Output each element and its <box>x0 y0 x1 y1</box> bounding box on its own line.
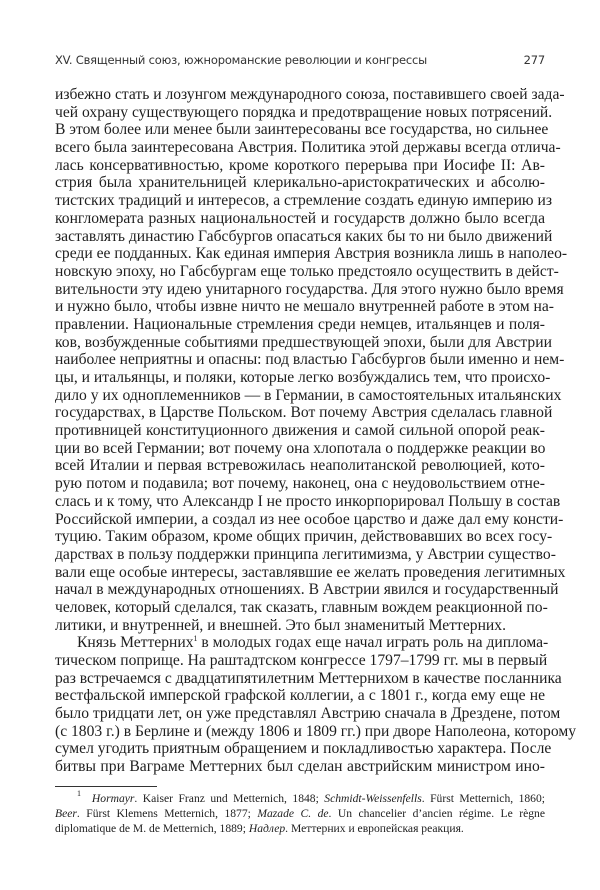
text-line: битвы при Ваграме Меттерних был сделан австрийским министром ино- <box>55 758 545 776</box>
footnote-line <box>55 806 545 821</box>
page-number: 277 <box>523 53 545 67</box>
footnote-number: 1 <box>77 789 81 798</box>
text-line: среди ее подданных. Как единая империя Австрия возникла лишь в наполео- <box>55 245 568 263</box>
text-line: ции во всей Германии; вот почему она хлопотала о поддержке реакции во <box>55 439 546 457</box>
text-line: В этом более или менее были заинтересованы все государства, но сильнее <box>55 121 549 139</box>
text-line: раз встречаемся с двадцатипятилетним Меттернихом в качестве посланника <box>55 669 562 687</box>
text-line: (с 1803 г.) в Берлине и (между 1806 и 1809 гг.) при дворе Наполеона, которому <box>55 722 577 740</box>
footnote-divider <box>55 786 157 787</box>
text-line: литики, и внутренней, и внешней. Это был знаменитый Меттерних. <box>55 616 506 634</box>
footnote-author: Schmidt-Weissenfells <box>324 792 422 805</box>
text-line: цы, и итальянцы, и поляки, которые легко возбуждались тем, что происхо- <box>55 369 551 386</box>
footnote-author: Надлер <box>248 822 286 835</box>
footnote-line <box>55 791 545 806</box>
text-line: начал в международных отношениях. В Австрии явился и государственный <box>55 581 559 599</box>
text-line: сумел угодить приятным обращением и покладливостью характера. После <box>55 740 552 758</box>
text-line: вестфальской имперской графской коллегии, а с 1801 г., когда ему еще не <box>55 687 545 705</box>
text-line: вительности эту идею унитарного государства. Для этого нужно было время <box>55 280 564 298</box>
text-line: дило у их одноплеменников — в Германии, в самостоятельных итальянских <box>55 386 562 404</box>
text-line: государствах, в Царстве Польском. Вот почему Австрия сделалась главной <box>55 404 553 422</box>
text-line: чей охрану существующего порядка и предотвращение новых потрясений. <box>55 103 553 121</box>
text-segment: в молодых годах еще начал играть роль на диплома- <box>197 634 549 652</box>
text-line: дарствах в пользу поддержки принципа легитимизма, у Австрии существо- <box>55 545 556 563</box>
text-line: вали еще особые интересы, заставлявшие ее желать проведения легитимных <box>55 563 566 581</box>
text-line: туцию. Таким образом, кроме общих причин, действовавших во всех госу- <box>55 528 553 546</box>
footnote-text: . Меттерних и европейская реакция. <box>285 822 464 835</box>
footnote-author: Hormayr <box>91 792 135 805</box>
text-line <box>55 634 549 652</box>
body-text <box>55 86 577 776</box>
text-line: всей Италии и первая встревожилась неаполитанской революцией, кото- <box>55 457 545 475</box>
footnote-line <box>55 821 545 836</box>
text-line: стрия была хранительницей клерикально-аристократических и абсолю- <box>55 174 545 192</box>
text-line: и нужно было, чтобы извне ничто не мешало внутренней работе в этом на- <box>55 298 554 316</box>
text-line: новскую эпоху, но Габсбургам еще только предстояло осуществить в дейст- <box>55 262 559 280</box>
footnote-ref[interactable]: 1 <box>193 634 198 644</box>
text-line: человек, который сделался, так сказать, главным вождем реакционной по- <box>55 598 548 616</box>
text-line: избежно стать и лозунгом международного союза, поставившего своей зада- <box>55 86 565 103</box>
footnote-text: . Kaiser Franz und Metternich, 1848; <box>134 792 325 805</box>
text-line: тистских традиций и интересов, а стремление создать единую империю из <box>55 192 552 210</box>
footnotes <box>55 791 545 836</box>
text-line: слась и к тому, что Александр I не просто инкорпорировал Польшу в состав <box>55 492 561 510</box>
text-line: правлении. Национальные стремления среди немцев, итальянцев и поля- <box>55 315 545 333</box>
text-line: рую потом и подавила; вот почему, наконец, она с неудовольствием отне- <box>55 475 545 493</box>
text-line: было тридцати лет, он уже представлял Австрию сначала в Дрездене, потом <box>55 705 561 723</box>
footnote-text: . Fürst Metternich, 1860; <box>421 792 545 805</box>
text-line: всего была заинтересована Австрия. Политика этой державы всегда отлича- <box>55 139 561 157</box>
running-title: XV. Священный союз, южнороманские революции и конгрессы <box>55 53 427 67</box>
running-header <box>55 53 545 67</box>
text-line: заставлять династию Габсбургов опасаться каких бы то ни было движений <box>55 227 553 245</box>
footnote-author: Beer <box>55 807 77 820</box>
footnote-text: . Fürst Klemens Metternich, 1877; <box>76 807 258 820</box>
footnote-author: Mazade C. de <box>257 807 329 820</box>
text-line: конгломерата разных национальностей и государств должно было всегда <box>55 209 545 227</box>
text-line: лась консервативностью, кроме короткого перерыва при Иосифе II: Ав- <box>55 156 545 174</box>
text-line: ков, возбужденные событиями предшествующей эпохи, были для Австрии <box>55 333 552 351</box>
footnote-text: . Un chancelier d’ancien régime. Le règne <box>328 807 545 820</box>
text-line: тическом поприще. На раштадтском конгрессе 1797–1799 гг. мы в первый <box>55 652 548 669</box>
text-line: Российской империи, а создал из нее особое царство и даже дал ему консти- <box>55 510 564 528</box>
text-line: наиболее неприятны и опасны: под властью Габсбургов были именно и нем- <box>55 351 565 369</box>
text-line: противницей конституционного движения и самой сильной опорой реак- <box>55 422 545 440</box>
footnote-text: diplomatique de M. de Metternich, 1889; <box>55 822 249 835</box>
text-segment: Князь Меттерних <box>77 634 194 652</box>
